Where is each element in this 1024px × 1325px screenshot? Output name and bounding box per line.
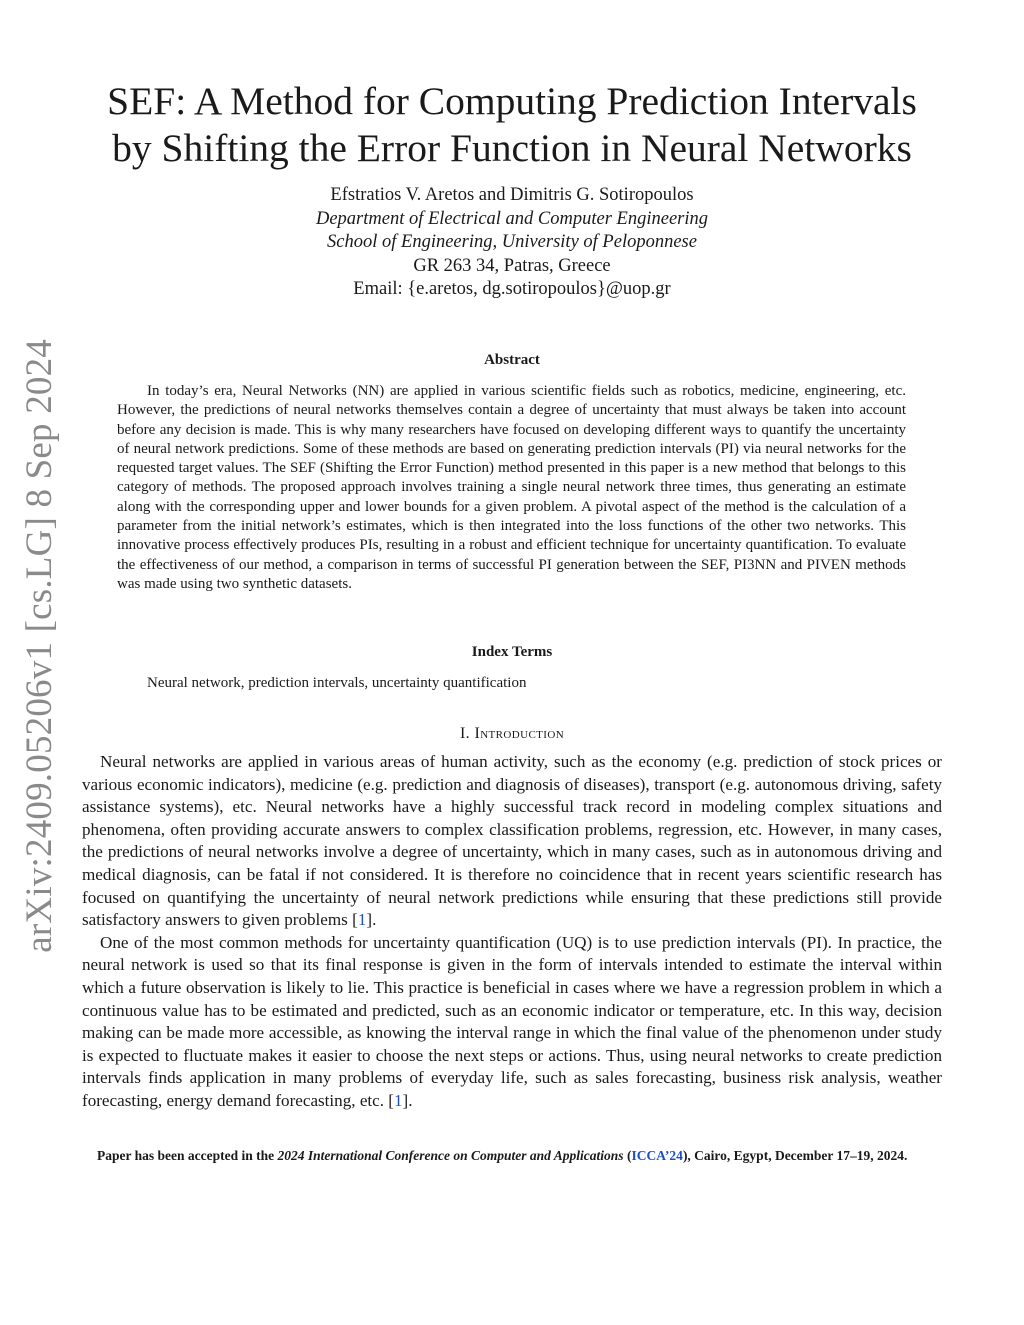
- author-names: Efstratios V. Aretos and Dimitris G. Sotiropoulos: [330, 185, 694, 205]
- paragraph-1: Neural networks are applied in various areas of human activity, such as the economy (e.g. prediction of stock prices or various economic indicators), medicine (e.g. prediction and diagnosis of diseases), transport (e.g. autonomous driving, safety assistance systems), etc. Neural networks have a highly successful track record in modeling complex situations and phenomena, often providing accurate answers to complex classification problems, regression, etc. However, in many cases, the predictions of neural networks involve a degree of uncertainty, which in many cases, such as in autonomous driving and medical diagnosis, can be fatal if not considered. It is therefore no coincidence that in recent years scientific research has focused on quantifying the uncertainty of neural network predictions while ensuring that these predictions still provide satisfactory answers to given problems [1].: [82, 752, 942, 930]
- footnote-prefix: Paper has been accepted in the: [97, 1148, 278, 1163]
- acceptance-footnote: [82, 1147, 942, 1165]
- index-terms-heading: Index Terms: [471, 644, 553, 660]
- paragraph-1-text: Neural networks are applied in various areas of human activity, such as the economy (e.g. prediction of stock prices or various economic indicators), medicine (e.g. prediction and diagnosis of diseases), transport (e.g. autonomous driving, safety assistance systems), etc. Neural networks have a highly successful track record in modeling complex situations and phenomena, often providing accurate answers to complex classification problems, regression, etc. However, in many cases, the predictions of neural networks involve a degree of uncertainty, which in many cases, such as in autonomous driving and medical diagnosis, can be fatal if not considered. It is therefore no coincidence that in recent years scientific research has focused on quantifying the uncertainty of neural network predictions while ensuring that these predictions still provide satisfactory answers to given problems: [82, 752, 942, 930]
- paragraph-2-text: One of the most common methods for uncertainty quantification (UQ) is to use prediction intervals (PI). In practice, the neural network is used so that its final response is given in the form of intervals intended to estimate the interval within which a future observation is likely to lie. This practice is beneficial in cases where we have a regression problem in which a continuous value has to be estimated and predicted, such as an economic indicator or temperature, etc. In this way, decision making can be made more accessible, as knowing the interval range in which the final value of the phenomenon under study is expected to fluctuate makes it easier to choose the next steps or actions. Thus, using neural networks to create prediction intervals finds application in many problems of everyday life, such as sales forecasting, business risk analysis, weather forecasting, energy demand forecasting, etc.: [82, 932, 942, 1110]
- abstract-heading: Abstract: [484, 352, 540, 368]
- citation-link[interactable]: 1: [357, 910, 367, 930]
- footnote-conference: 2024 International Conference on Computer and Applications: [277, 1148, 624, 1163]
- conference-link[interactable]: ICCA’24: [631, 1148, 683, 1163]
- author-department: Department of Electrical and Computer Engineering: [315, 208, 709, 229]
- section-title: Introduction: [474, 725, 565, 742]
- title-line-1: SEF: A Method for Computing Prediction Intervals: [107, 79, 917, 123]
- title-line-2: by Shifting the Error Function in Neural Networks: [112, 126, 912, 170]
- paragraph-2-end: .: [408, 1090, 413, 1110]
- paragraph-1-end: .: [372, 910, 377, 930]
- footnote-suffix: ), Cairo, Egypt, December 17–19, 2024.: [682, 1148, 908, 1163]
- author-email: Email: {e.aretos, dg.sotiropoulos}@uop.gr: [353, 279, 671, 299]
- footnote-link-open: (: [623, 1148, 632, 1163]
- paper-title: [60, 78, 964, 172]
- arxiv-id: arXiv:2409.05206v1 [cs.LG] 8 Sep 2024: [18, 339, 60, 953]
- author-block: [112, 184, 912, 302]
- author-school: School of Engineering, University of Peloponnese: [327, 232, 697, 252]
- section-number: I.: [459, 725, 471, 742]
- section-heading-introduction: [112, 725, 912, 743]
- author-address: GR 263 34, Patras, Greece: [413, 255, 611, 276]
- paragraph-2: One of the most common methods for uncertainty quantification (UQ) is to use prediction intervals (PI). In practice, the neural network is used so that its final response is given in the form of intervals intended to estimate the interval within which a future observation is likely to lie. This practice is beneficial in cases where we have a regression problem in which a continuous value has to be estimated and predicted, such as an economic indicator or temperature, etc. In this way, decision making can be made more accessible, as knowing the interval range in which the final value of the phenomenon under study is expected to fluctuate makes it easier to choose the next steps or actions. Thus, using neural networks to create prediction intervals finds application in many problems of everyday life, such as sales forecasting, business risk analysis, weather forecasting, energy demand forecasting, etc. [1].: [82, 932, 942, 1110]
- abstract-text: In today’s era, Neural Networks (NN) are applied in various scientific fields such as robotics, medicine, engineering, etc. However, the predictions of neural networks themselves contain a degree of uncertainty that must always be taken into account before any decision is made. This is why many researchers have focused on developing different ways to quantify the uncertainty of neural network predictions. Some of these methods are based on generating prediction intervals (PI) via neural networks for the requested target values. The SEF (Shifting the Error Function) method presented in this paper is a new method that belongs to this category of methods. The proposed approach involves training a single neural network three times, thus generating an estimate along with the corresponding upper and lower bounds for a given problem. A pivotal aspect of the method is the calculation of a parameter from the initial network’s estimates, which is then integrated into the loss functions of the other two networks. This innovative process effectively produces PIs, resulting in a robust and efficient technique for uncertainty quantification. To evaluate the effectiveness of our method, a comparison in terms of successful PI generation between the SEF, PI3NN and PIVEN methods was made using two synthetic datasets.: [117, 383, 906, 592]
- arxiv-watermark: [12, 339, 66, 953]
- citation-link[interactable]: 1: [394, 1090, 403, 1110]
- introduction-body: [82, 751, 942, 1113]
- index-terms-text: Neural network, prediction intervals, uncertainty quantification: [147, 675, 527, 691]
